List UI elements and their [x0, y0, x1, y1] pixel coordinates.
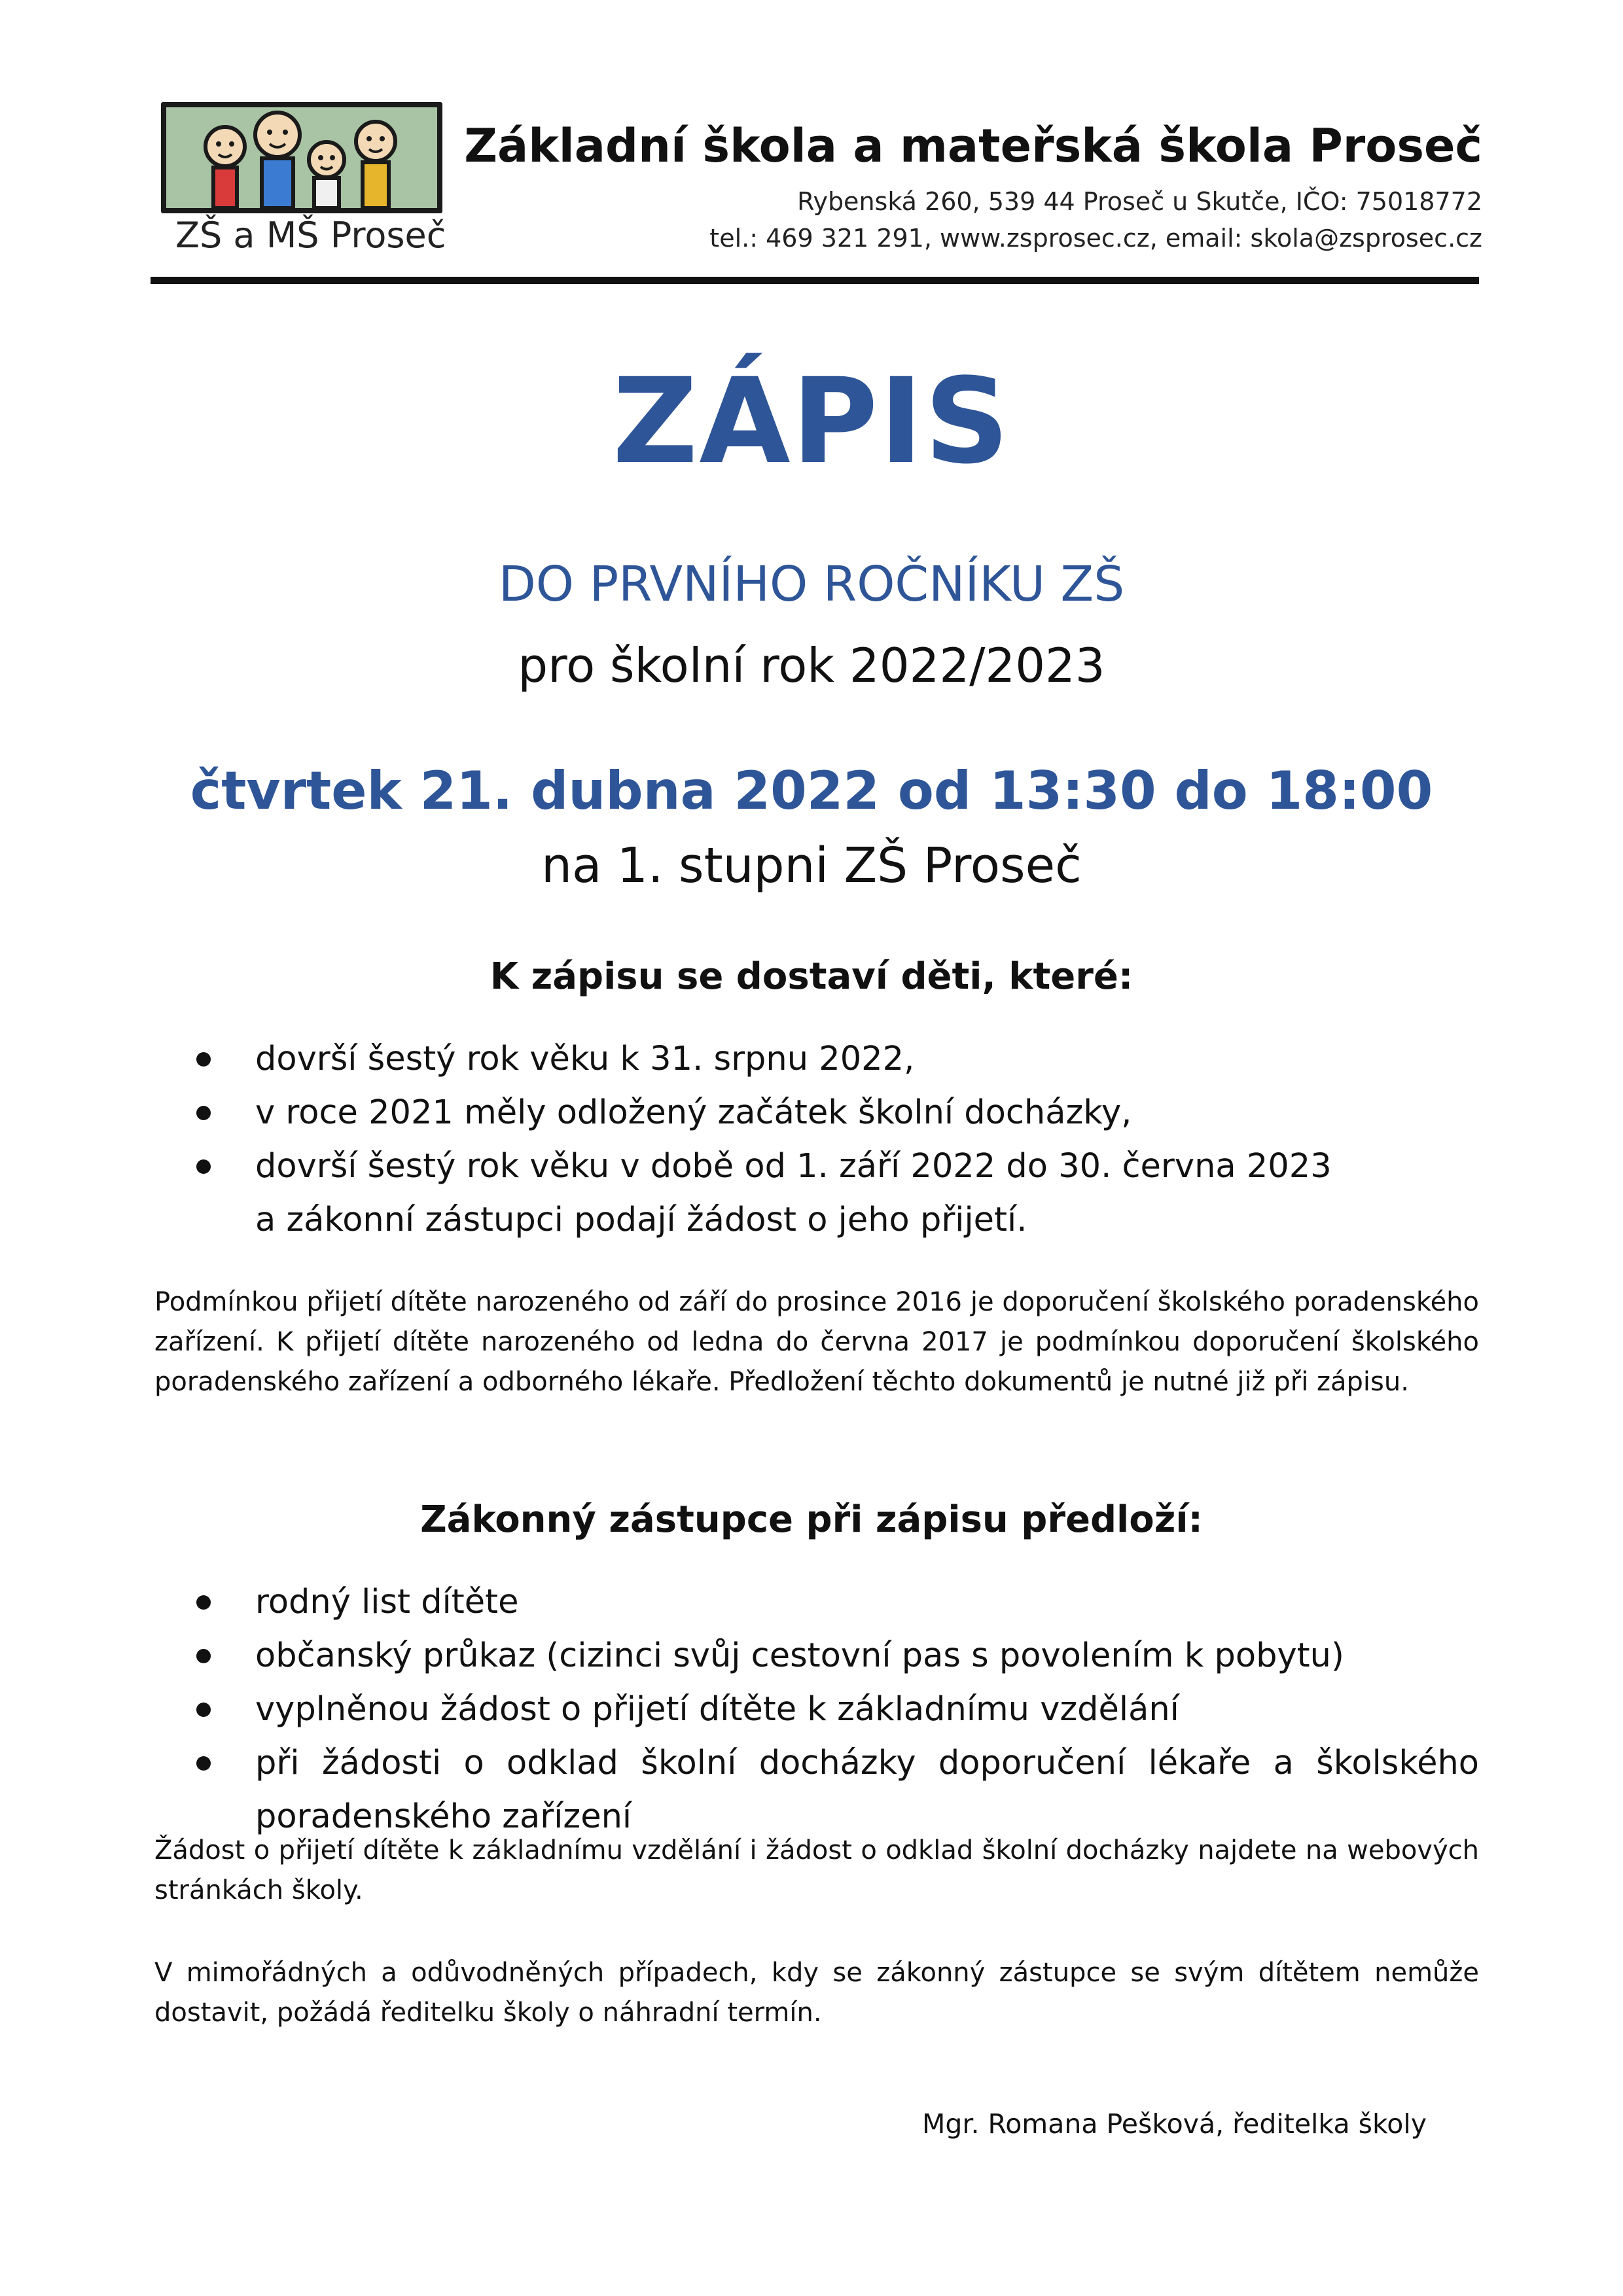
school-year: pro školní rok 2022/2023 — [518, 638, 1105, 693]
list-item: dovrší šestý rok věku k 31. srpnu 2022, — [196, 1033, 1479, 1086]
documents-list — [196, 1576, 1479, 1844]
header-divider — [151, 277, 1479, 284]
bullet-icon — [196, 1649, 211, 1663]
alternative-date-paragraph: V mimořádných a odůvodněných případech, kdy se zákonný zástupce se svým dítětem nemůže dostavit, požádá ředitelku školy o náhradní termín. — [154, 1958, 1479, 2028]
event-date: čtvrtek 21. dubna 2022 od 13:30 do 18:00 — [190, 760, 1433, 821]
bullet-icon — [196, 1106, 211, 1120]
list-item: v roce 2021 měly odložený začátek školní docházky, — [196, 1086, 1479, 1140]
bullet-icon — [196, 1703, 211, 1717]
list-item: dovrší šestý rok věku v době od 1. září 2022 do 30. června 2023 — [196, 1140, 1479, 1193]
school-address: Rybenská 260, 539 44 Proseč u Skutče, IČO: 75018772 — [797, 187, 1482, 216]
list-item: rodný list dítěte — [196, 1576, 1479, 1629]
forms-info-paragraph: Žádost o přijetí dítěte k základnímu vzdělání i žádost o odklad školní docházky najdete na webových stránkách školy. — [154, 1835, 1479, 1905]
signature: Mgr. Romana Pešková, ředitelka školy — [921, 2108, 1427, 2140]
bullet-icon — [196, 1159, 211, 1174]
admission-conditions-paragraph: Podmínkou přijetí dítěte narozeného od září do prosince 2016 je doporučení školského poradenského zařízení. K přijetí dítěte narozeného od ledna do června 2017 je podmínkou doporučení školského poradenského zařízení a odborného lékaře. Předložení těchto dokumentů je nutné již při zápisu. — [154, 1287, 1479, 1397]
school-contact: tel.: 469 321 291, www.zsprosec.cz, email: skola@zsprosec.cz — [709, 224, 1482, 253]
event-place: na 1. stupni ZŠ Proseč — [541, 838, 1082, 894]
bullet-icon — [196, 1595, 211, 1610]
list-item-continuation: a zákonní zástupci podají žádost o jeho přijetí. — [255, 1201, 1027, 1239]
logo-frame — [161, 102, 442, 213]
list-item: občanský průkaz (cizinci svůj cestovní pas s povolením k pobytu) — [196, 1629, 1479, 1683]
page-title: ZÁPIS — [612, 353, 1011, 490]
children-illustration-icon — [166, 107, 437, 208]
subtitle: DO PRVNÍHO ROČNÍKU ZŠ — [498, 556, 1125, 612]
logo-caption: ZŠ a MŠ Proseč — [175, 215, 446, 256]
bullet-icon — [196, 1052, 211, 1067]
list-item-continuation: poradenského zařízení — [255, 1797, 632, 1836]
list-item: při žádosti o odklad školní docházky doporučení lékaře a školského — [196, 1737, 1479, 1790]
school-logo — [156, 97, 446, 274]
school-name: Základní škola a mateřská škola Proseč — [464, 119, 1482, 173]
eligible-children-list — [196, 1033, 1479, 1247]
bullet-icon — [196, 1756, 211, 1771]
list-item: vyplněnou žádost o přijetí dítěte k základnímu vzdělání — [196, 1683, 1479, 1737]
section-heading-eligible: K zápisu se dostaví děti, které: — [490, 955, 1133, 998]
section-heading-documents: Zákonný zástupce při zápisu předloží: — [420, 1498, 1203, 1541]
